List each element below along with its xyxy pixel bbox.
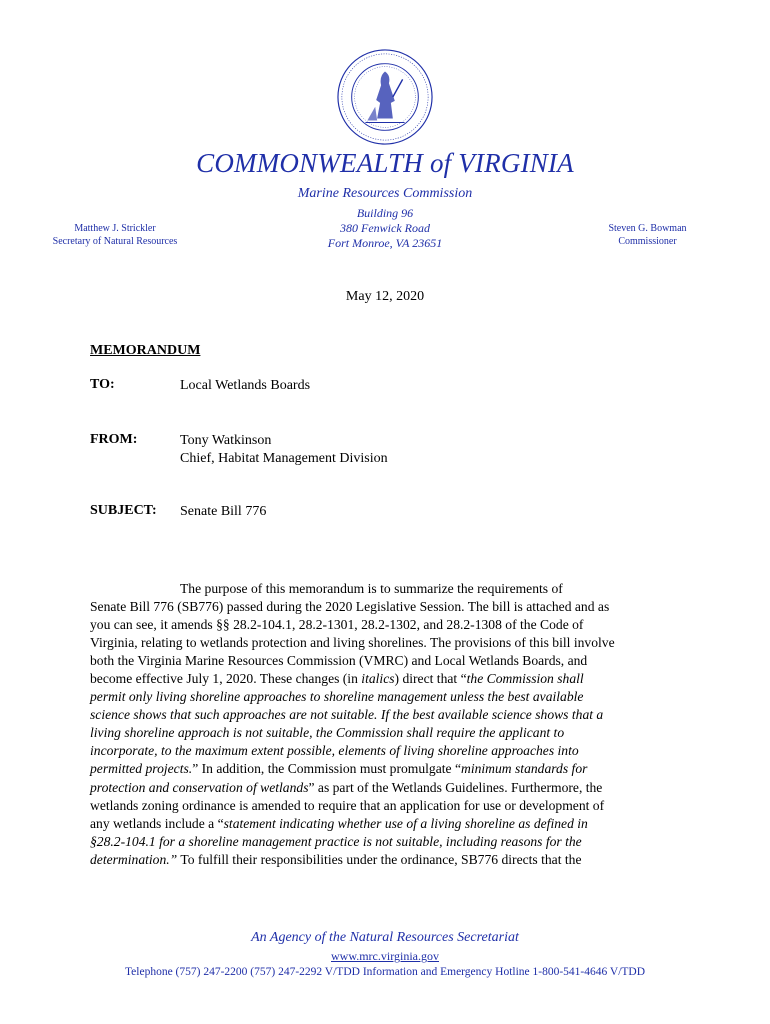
virginia-seal-icon xyxy=(336,48,434,146)
address-line-3: Fort Monroe, VA 23651 xyxy=(327,236,443,250)
body-text-italic: the Commission shall xyxy=(466,671,584,687)
address-line-1: Building 96 xyxy=(356,206,414,220)
body-text-segment: The purpose of this memorandum is to summarize the requirements of xyxy=(180,581,563,596)
address-line-2: 380 Fenwick Road xyxy=(340,221,430,235)
subject-value: Senate Bill 776 xyxy=(180,504,267,519)
right-official xyxy=(600,222,695,248)
body-text-segment: ” as part of the Wetlands Guidelines. Furthermore, the xyxy=(308,779,603,795)
to-label: TO: xyxy=(90,377,115,392)
body-line xyxy=(90,634,680,652)
body-text-segment: you can see, it amends §§ 28.2-104.1, 28.2-1301, 28.2-1302, and 28.2-1308 of the Code of xyxy=(90,617,584,633)
body-text-italic: living shoreline approach is not suitable, the Commission shall require the applicant to xyxy=(90,725,565,741)
left-official-title: Secretary of Natural Resources xyxy=(52,236,178,247)
body-text-segment: ) direct that “ xyxy=(394,671,467,687)
body-line xyxy=(90,724,680,742)
footer-agency: An Agency of the Natural Resources Secretariat xyxy=(251,930,519,945)
agency-name: Marine Resources Commission xyxy=(297,186,473,201)
body-line xyxy=(90,851,680,869)
body-text-segment: ” In addition, the Commission must promulgate “ xyxy=(192,761,462,777)
body-text-italic: minimum standards for xyxy=(461,761,588,777)
body-text-segment: any wetlands include a “ xyxy=(90,815,224,831)
body-text-italic: statement indicating whether use of a living shoreline as defined in xyxy=(223,815,588,831)
memo-heading: MEMORANDUM xyxy=(90,343,201,358)
body-text-segment: Senate Bill 776 (SB776) passed during the 2020 Legislative Session. The bill is attached and as xyxy=(90,599,610,615)
to-value: Local Wetlands Boards xyxy=(180,378,311,393)
body-line xyxy=(90,742,680,760)
body-line xyxy=(90,797,680,815)
body-line xyxy=(90,833,680,851)
footer-website-link[interactable]: www.mrc.virginia.gov xyxy=(331,949,439,963)
from-name: Tony Watkinson xyxy=(180,433,272,448)
body-text-segment: both the Virginia Marine Resources Commission (VMRC) and Local Wetlands Boards, and xyxy=(90,653,588,669)
body-line xyxy=(90,652,680,670)
body-text-segment: Virginia, relating to wetlands protection and living shorelines. The provisions of this bill involve xyxy=(90,635,615,651)
body-text-italic: protection and conservation of wetlands xyxy=(90,779,309,795)
memo-date: May 12, 2020 xyxy=(345,289,425,304)
body-line xyxy=(90,815,680,833)
body-text-italic: science shows that such approaches are not suitable. If the best available science shows that a xyxy=(90,707,604,723)
body-line xyxy=(90,779,680,797)
right-official-name: Steven G. Bowman xyxy=(608,223,687,234)
body-line xyxy=(90,598,680,616)
body-line xyxy=(90,670,680,688)
body-text-italic: incorporate, to the maximum extent possible, elements of living shoreline approaches into xyxy=(90,743,579,759)
body-text-italic: determination.” xyxy=(90,851,178,867)
body-text-italic: italics xyxy=(361,671,395,687)
right-official-title: Commissioner xyxy=(618,236,677,247)
body-line xyxy=(90,760,680,778)
body-text-segment: wetlands zoning ordinance is amended to require that an application for use or development of xyxy=(90,797,605,813)
body-line xyxy=(90,688,680,706)
memo-body xyxy=(90,580,680,869)
body-text-italic: permitted projects. xyxy=(90,761,193,777)
from-title: Chief, Habitat Management Division xyxy=(180,451,388,466)
body-text-segment: become effective July 1, 2020. These changes (in xyxy=(90,671,362,687)
subject-label: SUBJECT: xyxy=(90,503,157,518)
letterhead-title: COMMONWEALTH of VIRGINIA xyxy=(196,148,574,178)
footer-phone: Telephone (757) 247-2200 (757) 247-2292 V/TDD Information and Emergency Hotline 1-800-541-4646 V/TDD xyxy=(124,966,646,978)
body-line xyxy=(90,706,680,724)
body-line xyxy=(90,616,680,634)
left-official-name: Matthew J. Strickler xyxy=(74,223,156,234)
body-text-italic: §28.2-104.1 for a shoreline management practice is not suitable, including reasons for the xyxy=(90,833,582,849)
left-official xyxy=(50,222,180,248)
body-text-segment: To fulfill their responsibilities under the ordinance, SB776 directs that the xyxy=(177,851,582,867)
body-text-italic: permit only living shoreline approaches to shoreline management unless the best available xyxy=(90,689,584,705)
from-label: FROM: xyxy=(90,432,138,447)
body-line xyxy=(90,580,680,598)
